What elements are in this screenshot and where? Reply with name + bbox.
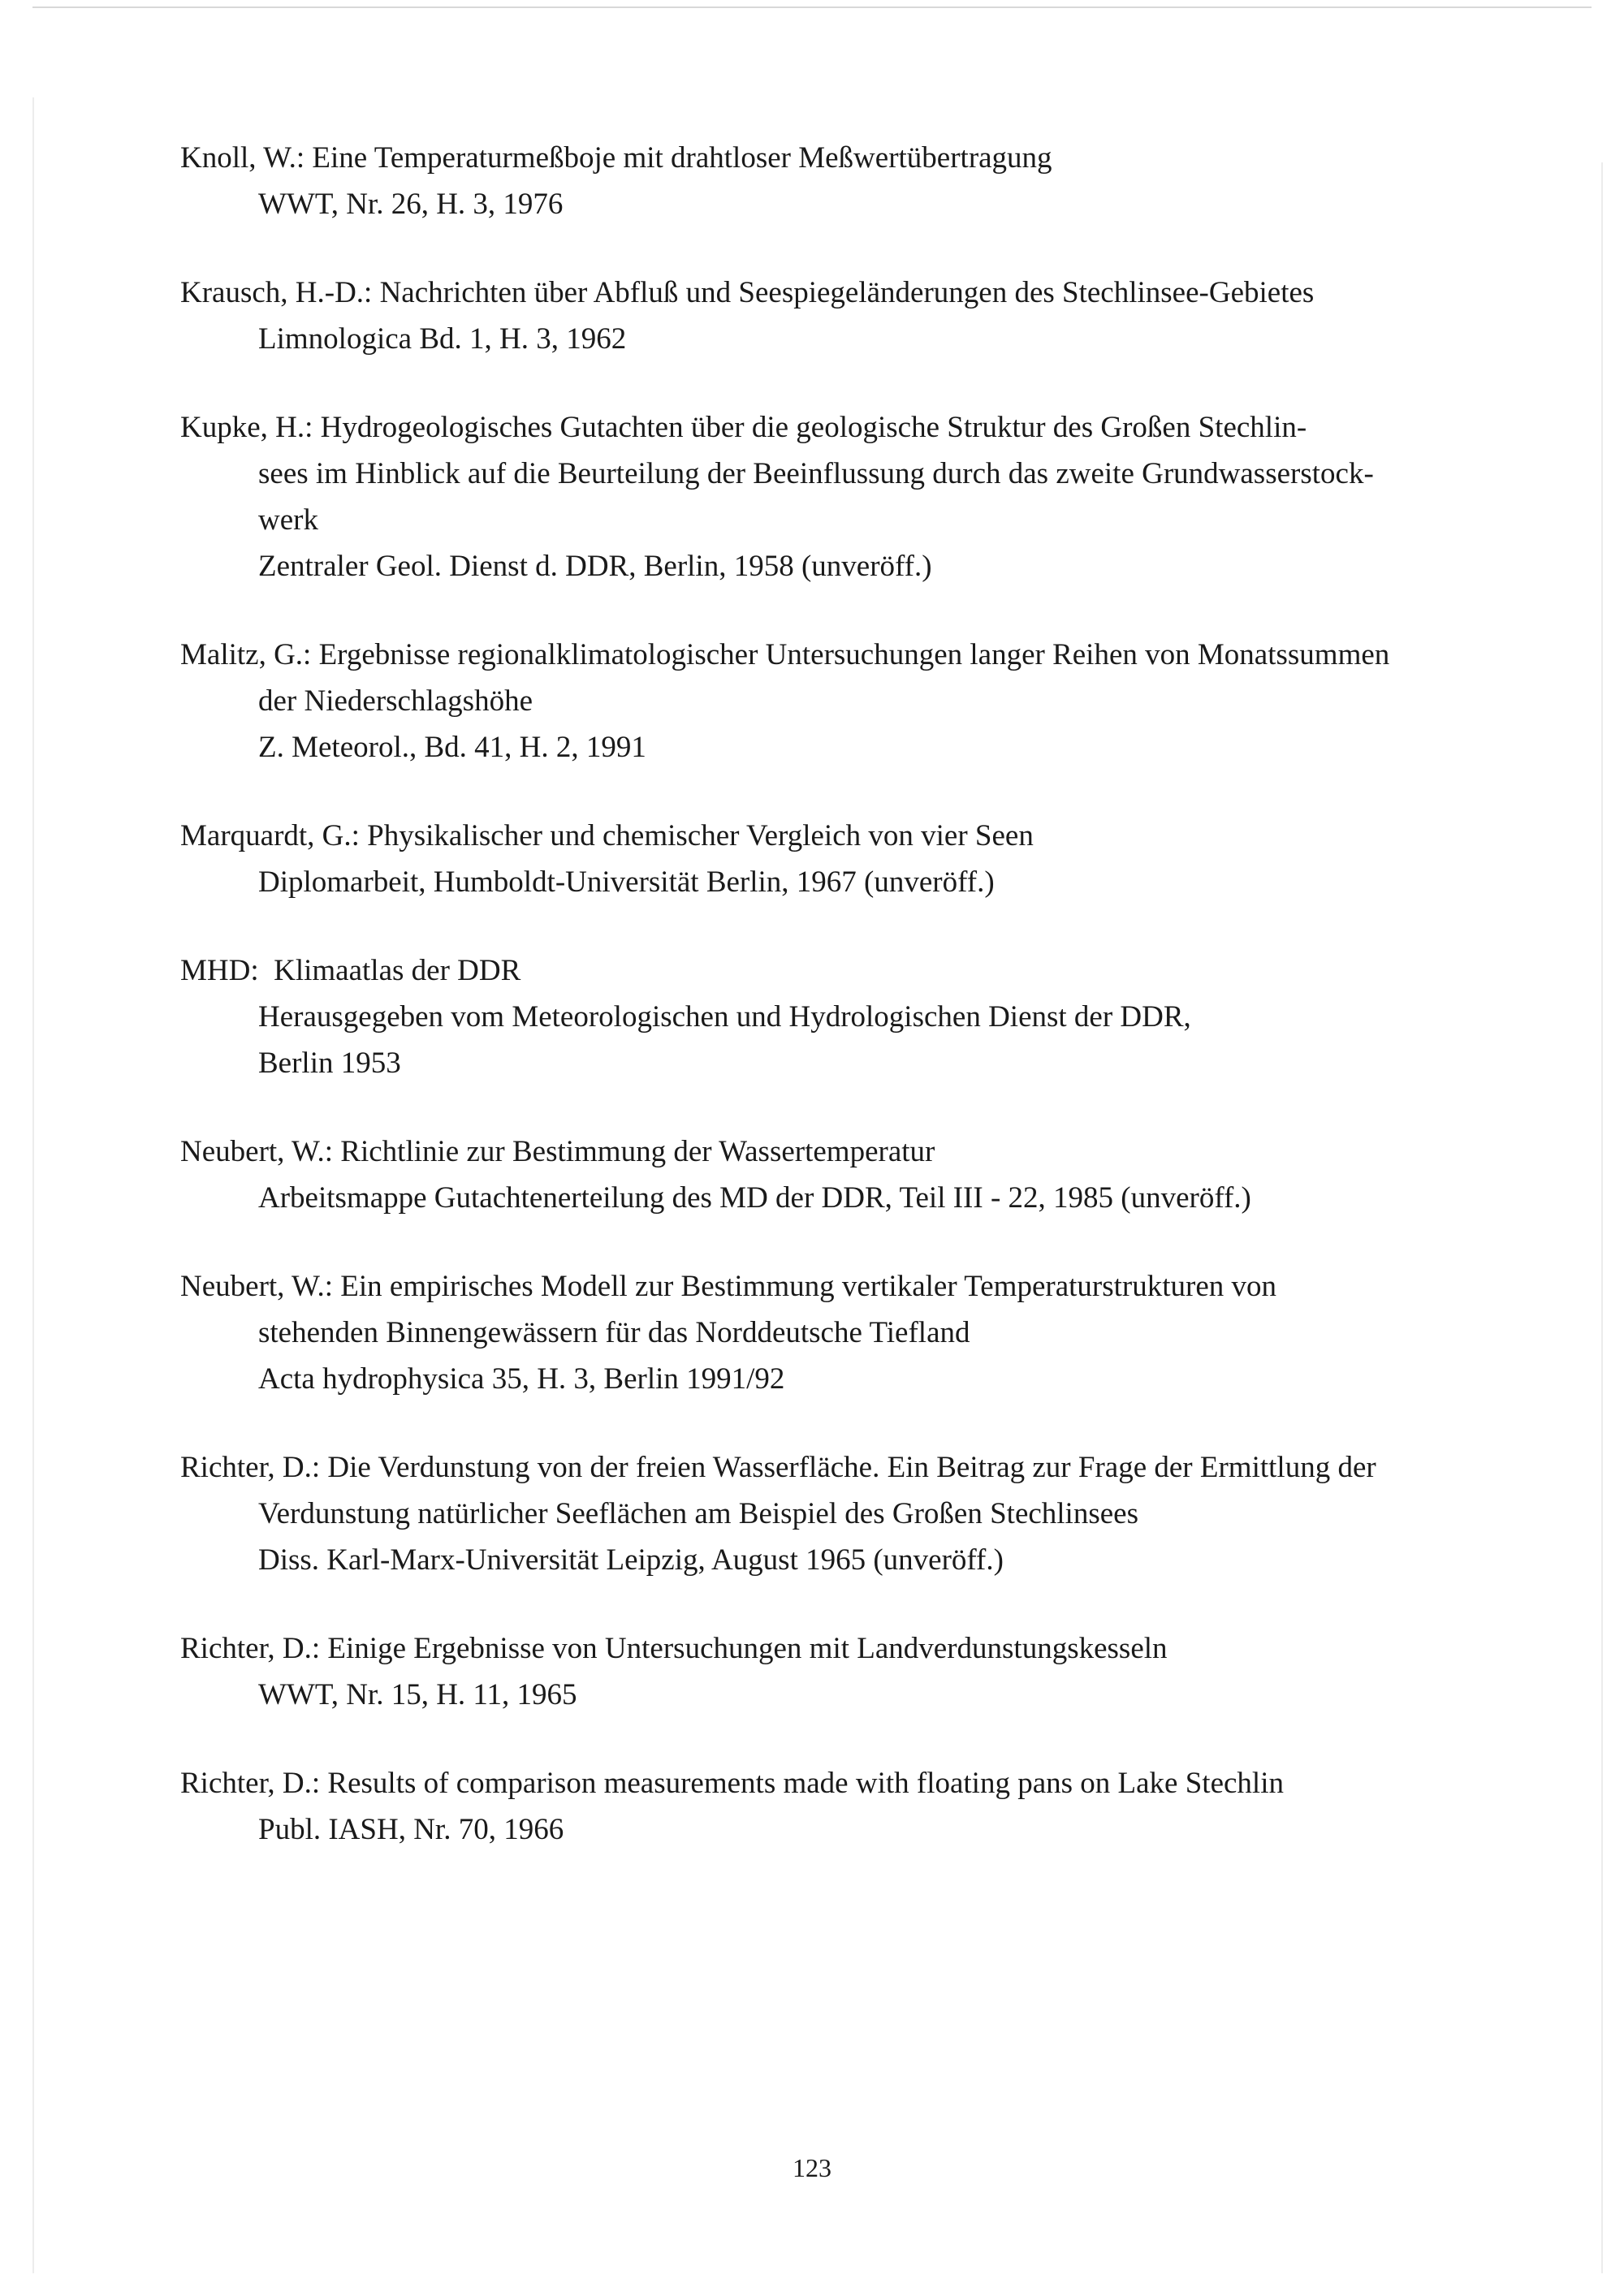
scan-edge-right	[1601, 162, 1603, 2273]
reference-title: Richter, D.: Einige Ergebnisse von Untersuchungen mit Landverdunstungskesseln	[180, 1632, 1168, 1665]
reference-title-continued: sees im Hinblick auf die Beurteilung der Beeinflussung durch das zweite Grundwasserstock-	[258, 457, 1374, 490]
reference-malitz-1991	[180, 632, 1423, 770]
reference-neubert-1985	[180, 1129, 1423, 1221]
reference-neubert-1991	[180, 1263, 1423, 1402]
page-number: 123	[793, 2153, 831, 2182]
reference-title: Richter, D.: Results of comparison measurements made with floating pans on Lake Stechlin	[180, 1767, 1284, 1800]
reference-title: Krausch, H.-D.: Nachrichten über Abfluß und Seespiegeländerungen des Stechlinsee-Gebietes	[180, 276, 1315, 309]
reference-title-continued: stehenden Binnengewässern für das Norddeutsche Tiefland	[258, 1316, 970, 1349]
reference-source: Diss. Karl-Marx-Universität Leipzig, August 1965 (unveröff.)	[258, 1543, 1004, 1577]
reference-list	[180, 135, 1423, 1853]
reference-richter-1965-diss	[180, 1444, 1423, 1583]
reference-title: Malitz, G.: Ergebnisse regionalklimatologischer Untersuchungen langer Reihen von Monatssummen	[180, 638, 1390, 671]
reference-title: MHD: Klimaatlas der DDR	[180, 954, 521, 987]
reference-kupke-1958	[180, 404, 1423, 589]
reference-title: Kupke, H.: Hydrogeologisches Gutachten über die geologische Struktur des Großen Stechlin-	[180, 411, 1307, 444]
reference-mhd-1953	[180, 947, 1423, 1086]
reference-title-continued: der Niederschlagshöhe	[258, 684, 533, 718]
reference-title: Neubert, W.: Ein empirisches Modell zur Bestimmung vertikaler Temperaturstrukturen von	[180, 1270, 1276, 1303]
reference-title: Knoll, W.: Eine Temperaturmeßboje mit drahtloser Meßwertübertragung	[180, 141, 1052, 175]
reference-title: Marquardt, G.: Physikalischer und chemischer Vergleich von vier Seen	[180, 819, 1034, 852]
reference-source: WWT, Nr. 15, H. 11, 1965	[258, 1678, 577, 1711]
reference-title: Richter, D.: Die Verdunstung von der freien Wasserfläche. Ein Beitrag zur Frage der Ermittlung der	[180, 1451, 1376, 1484]
reference-richter-1966	[180, 1760, 1423, 1853]
reference-krausch-1962	[180, 270, 1423, 362]
reference-marquardt-1967	[180, 813, 1423, 905]
reference-source: Arbeitsmappe Gutachtenerteilung des MD der DDR, Teil III - 22, 1985 (unveröff.)	[258, 1181, 1251, 1215]
reference-source: Acta hydrophysica 35, H. 3, Berlin 1991/92	[258, 1362, 785, 1396]
reference-title-continued: Verdunstung natürlicher Seeflächen am Beispiel des Großen Stechlinsees	[258, 1497, 1138, 1530]
reference-source: Z. Meteorol., Bd. 41, H. 2, 1991	[258, 731, 646, 764]
scan-edge-left	[32, 97, 34, 2273]
reference-source: Limnologica Bd. 1, H. 3, 1962	[258, 322, 627, 356]
reference-source: WWT, Nr. 26, H. 3, 1976	[258, 188, 564, 221]
reference-richter-1965-wwt	[180, 1625, 1423, 1718]
reference-title: Neubert, W.: Richtlinie zur Bestimmung der Wassertemperatur	[180, 1135, 935, 1168]
reference-source: Publ. IASH, Nr. 70, 1966	[258, 1813, 564, 1846]
reference-source: Zentraler Geol. Dienst d. DDR, Berlin, 1958 (unveröff.)	[258, 550, 932, 583]
scan-edge-top	[32, 6, 1592, 8]
reference-source: Diplomarbeit, Humboldt-Universität Berlin, 1967 (unveröff.)	[258, 865, 995, 899]
reference-source: Herausgegeben vom Meteorologischen und Hydrologischen Dienst der DDR,	[258, 1000, 1191, 1034]
reference-knoll-1976	[180, 135, 1423, 227]
reference-source: Berlin 1953	[258, 1047, 401, 1080]
reference-title-continued: werk	[258, 503, 318, 537]
